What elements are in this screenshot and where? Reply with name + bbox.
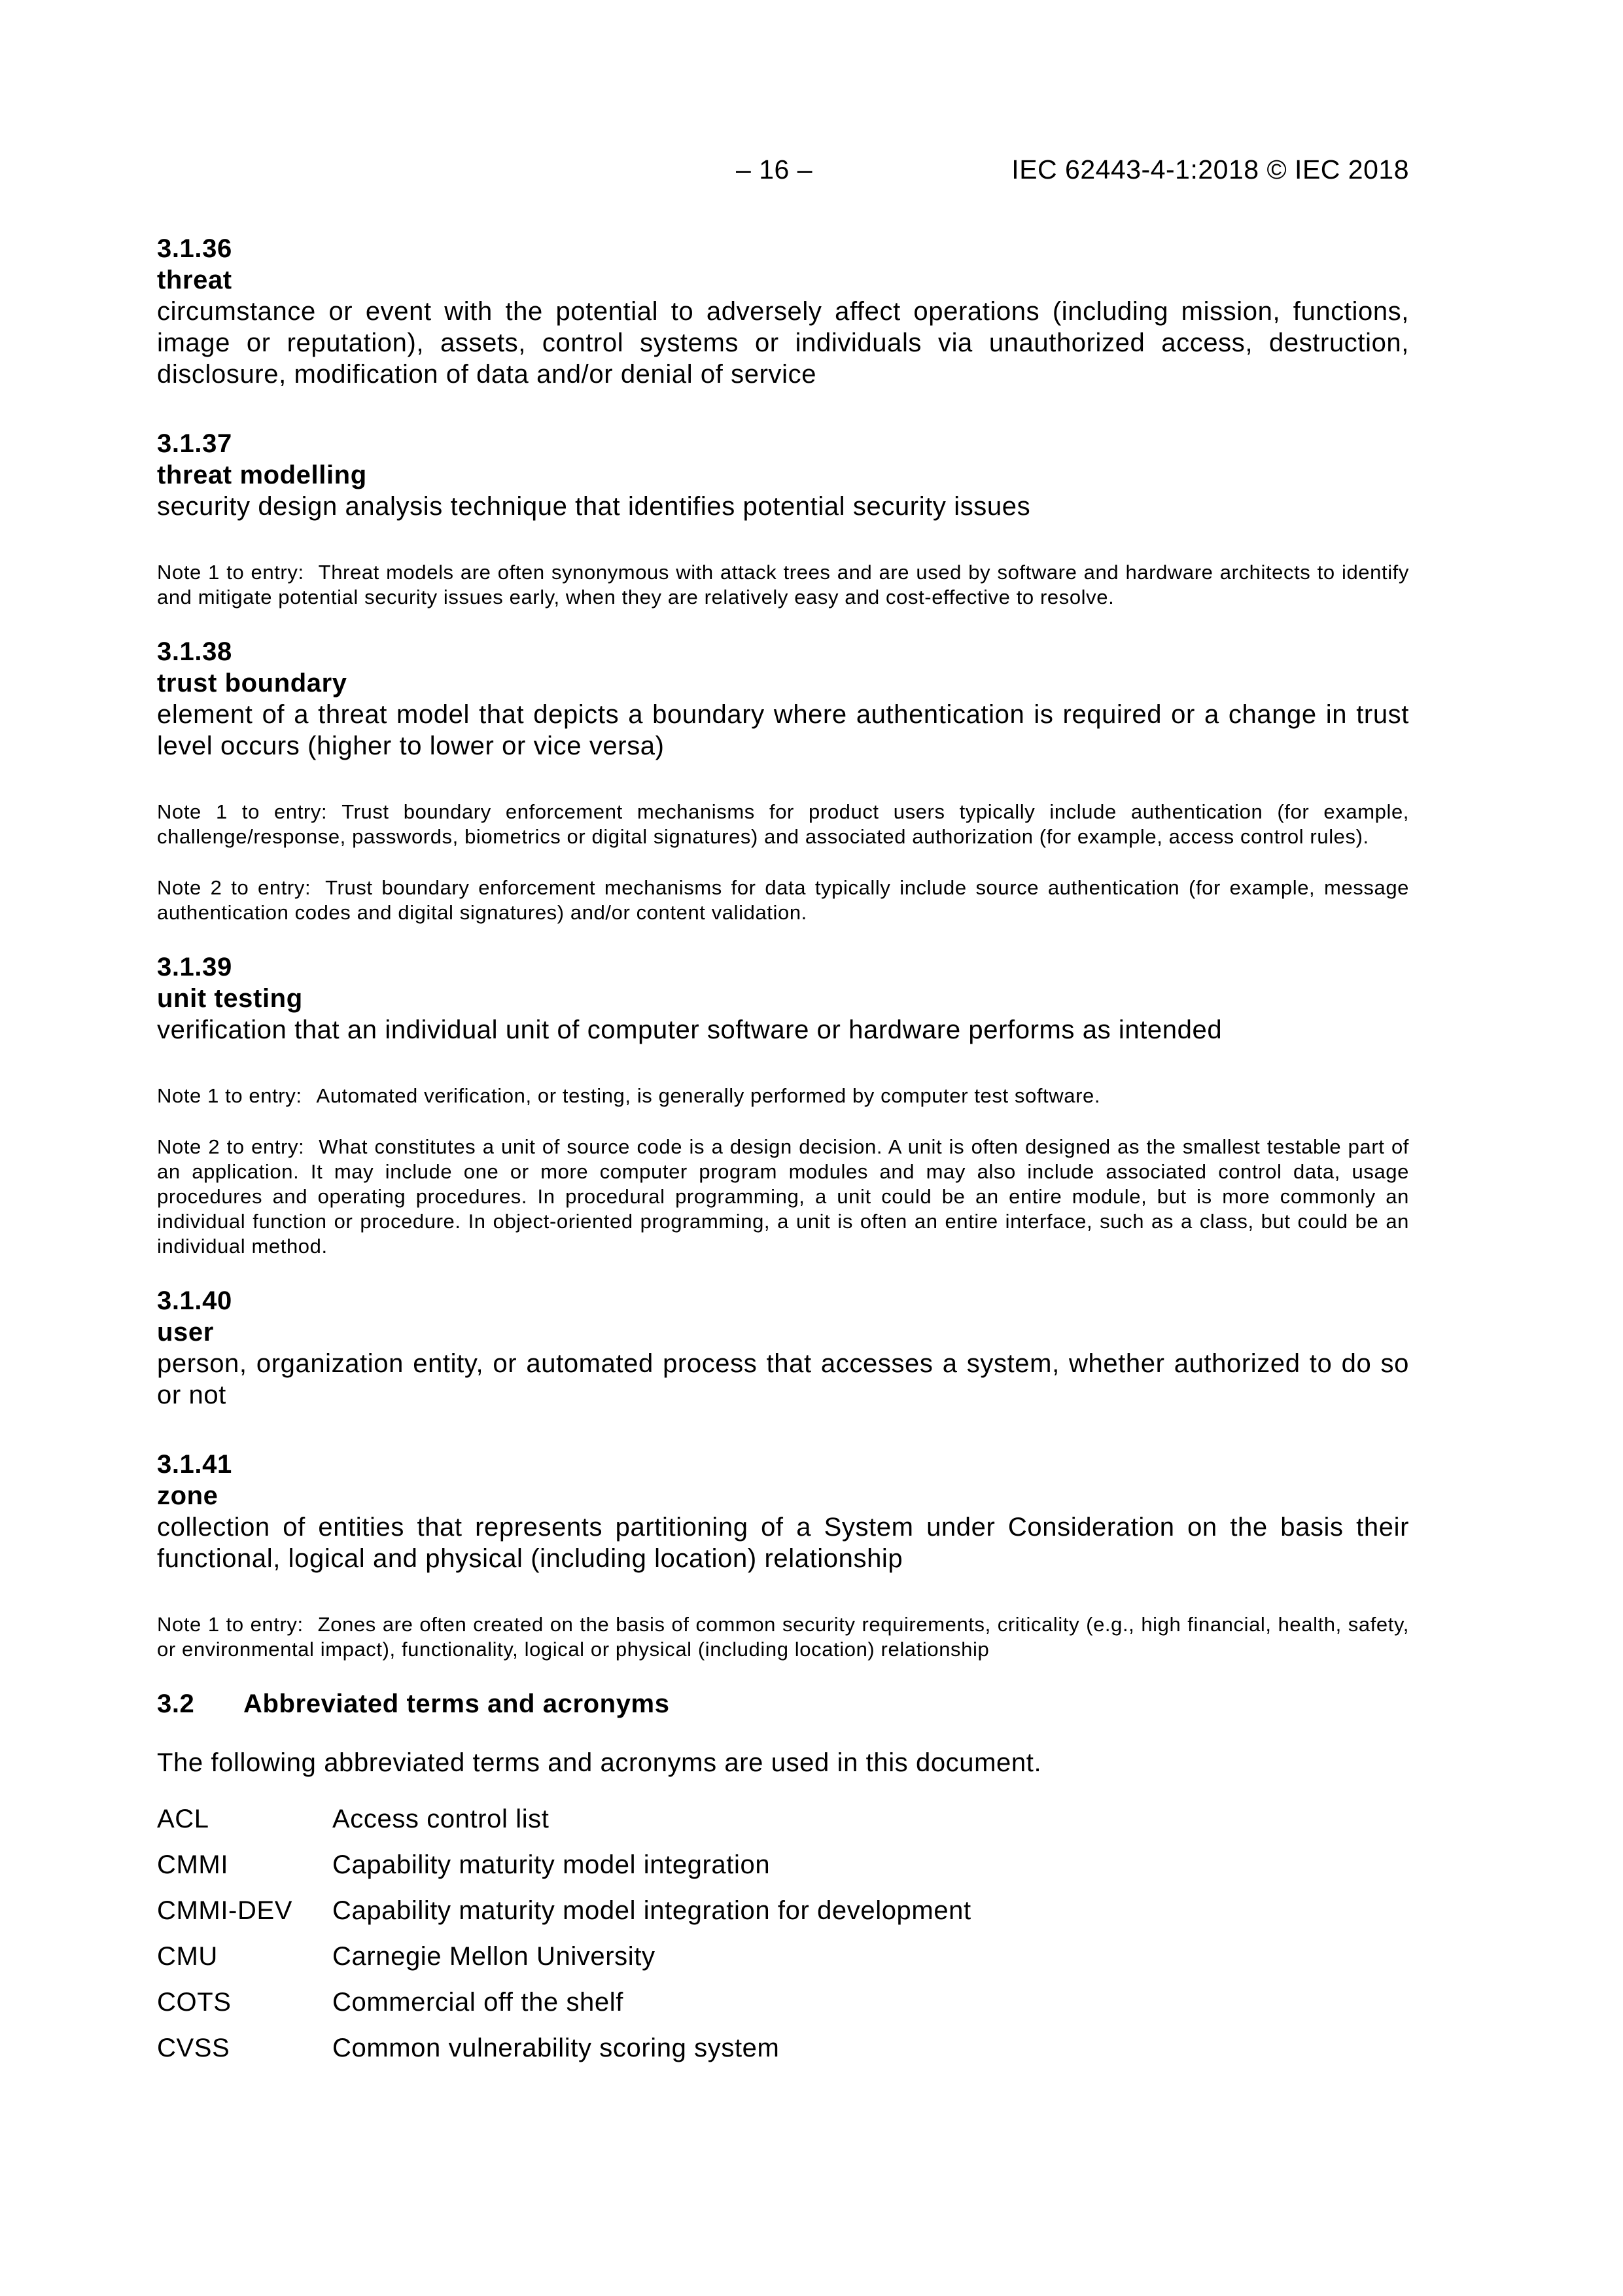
- document-identifier: IEC 62443-4-1:2018 © IEC 2018: [1011, 154, 1409, 185]
- entry-note: [157, 1612, 1409, 1662]
- acronym-row: [157, 1803, 1409, 1849]
- acronym-term: ACL: [157, 1805, 209, 1833]
- term-entry: [157, 428, 1409, 610]
- page-header: [157, 154, 1409, 194]
- acronym-term: CMMI: [157, 1850, 229, 1879]
- note-text: Threat models are often synonymous with attack trees and are used by software and hardware architects to identify and mitigate potential security issues early, when they are relatively easy and cost-effective to resolve.: [157, 561, 1409, 609]
- entry-term: threat: [157, 266, 232, 294]
- page-content: [157, 233, 1409, 2078]
- entry-definition: circumstance or event with the potential to adversely affect operations (including mission, functions, image or reputation), assets, control systems or individuals via unauthorized access, destruction, disclosure, modification of data and/or denial of service: [157, 297, 1409, 389]
- entry-term: unit testing: [157, 984, 303, 1013]
- acronym-definition: Capability maturity model integration for development: [332, 1896, 971, 1925]
- acronym-term: CMMI-DEV: [157, 1896, 293, 1925]
- note-label: Note 1 to entry:: [157, 1613, 304, 1636]
- entry-number: 3.1.41: [157, 1450, 232, 1479]
- entry-definition: verification that an individual unit of computer software or hardware performs as intended: [157, 1016, 1223, 1044]
- term-entry: [157, 951, 1409, 1259]
- note-label: Note 1 to entry:: [157, 1084, 302, 1107]
- acronym-definition: Common vulnerability scoring system: [332, 2034, 780, 2062]
- acronym-term: CMU: [157, 1942, 218, 1971]
- term-entry: [157, 636, 1409, 925]
- acronym-row: [157, 1895, 1409, 1941]
- entry-note: [157, 1084, 1409, 1108]
- entry-number: 3.1.36: [157, 234, 232, 263]
- entry-definition: person, organization entity, or automated process that accesses a system, whether authorized to do so or not: [157, 1349, 1409, 1409]
- section-title: Abbreviated terms and acronyms: [243, 1689, 670, 1718]
- note-text: Zones are often created on the basis of common security requirements, criticality (e.g., high financial, health, safety, or environmental impact), functionality, logical or physical (including location) relationship: [157, 1613, 1409, 1661]
- entry-note: [157, 875, 1409, 925]
- acronym-row: [157, 1987, 1409, 2032]
- entry-term: trust boundary: [157, 669, 347, 698]
- entry-number: 3.1.39: [157, 953, 232, 981]
- acronym-row: [157, 1849, 1409, 1895]
- section-heading: [157, 1688, 1409, 1720]
- entry-number: 3.1.40: [157, 1286, 232, 1315]
- note-text: Trust boundary enforcement mechanisms for product users typically include authentication (for example, challenge/response, passwords, biometrics or digital signatures) and associated authorization (for example, access control rules).: [157, 800, 1410, 848]
- note-label: Note 1 to entry:: [157, 800, 328, 823]
- term-entry: [157, 1449, 1409, 1662]
- note-text: Automated verification, or testing, is generally performed by computer test software.: [316, 1084, 1101, 1107]
- section-intro: The following abbreviated terms and acronyms are used in this document.: [157, 1748, 1042, 1777]
- section-number: 3.2: [157, 1689, 195, 1718]
- entry-term: threat modelling: [157, 461, 367, 489]
- entry-definition: element of a threat model that depicts a boundary where authentication is required or a change in trust level occurs (higher to lower or vice versa): [157, 700, 1409, 760]
- note-label: Note 1 to entry:: [157, 561, 304, 584]
- page-number: – 16 –: [736, 154, 812, 185]
- acronym-definition: Commercial off the shelf: [332, 1988, 623, 2017]
- acronym-definition: Carnegie Mellon University: [332, 1942, 655, 1971]
- entry-definition: collection of entities that represents partitioning of a System under Consideration on the basis their functional, logical and physical (including location) relationship: [157, 1513, 1409, 1573]
- note-label: Note 2 to entry:: [157, 876, 311, 899]
- acronym-row: [157, 2032, 1409, 2078]
- acronym-term: CVSS: [157, 2034, 230, 2062]
- entry-definition: security design analysis technique that identifies potential security issues: [157, 492, 1031, 521]
- entry-note: [157, 560, 1409, 610]
- note-label: Note 2 to entry:: [157, 1135, 305, 1158]
- entry-note: [157, 1135, 1409, 1259]
- entry-term: user: [157, 1318, 214, 1347]
- acronym-row: [157, 1941, 1409, 1987]
- entry-number: 3.1.37: [157, 429, 232, 458]
- acronym-list: [157, 1803, 1409, 2078]
- acronym-term: COTS: [157, 1988, 232, 2017]
- acronym-definition: Access control list: [332, 1805, 550, 1833]
- term-entry: [157, 1285, 1409, 1411]
- note-text: What constitutes a unit of source code is a design decision. A unit is often designed as the smallest testable part of an application. It may include one or more computer program modules and may also include associated control data, usage procedures and operating procedures. In procedural programming, a unit could be an entire module, but is more commonly an individual function or procedure. In object-oriented programming, a unit is often an entire interface, such as a class, but could be an individual method.: [157, 1135, 1409, 1258]
- entry-term: zone: [157, 1481, 218, 1510]
- acronym-definition: Capability maturity model integration: [332, 1850, 771, 1879]
- entry-number: 3.1.38: [157, 637, 232, 666]
- note-text: Trust boundary enforcement mechanisms for data typically include source authentication (for example, message authentication codes and digital signatures) and/or content validation.: [157, 876, 1410, 924]
- term-entry: [157, 233, 1409, 390]
- entry-note: [157, 800, 1409, 849]
